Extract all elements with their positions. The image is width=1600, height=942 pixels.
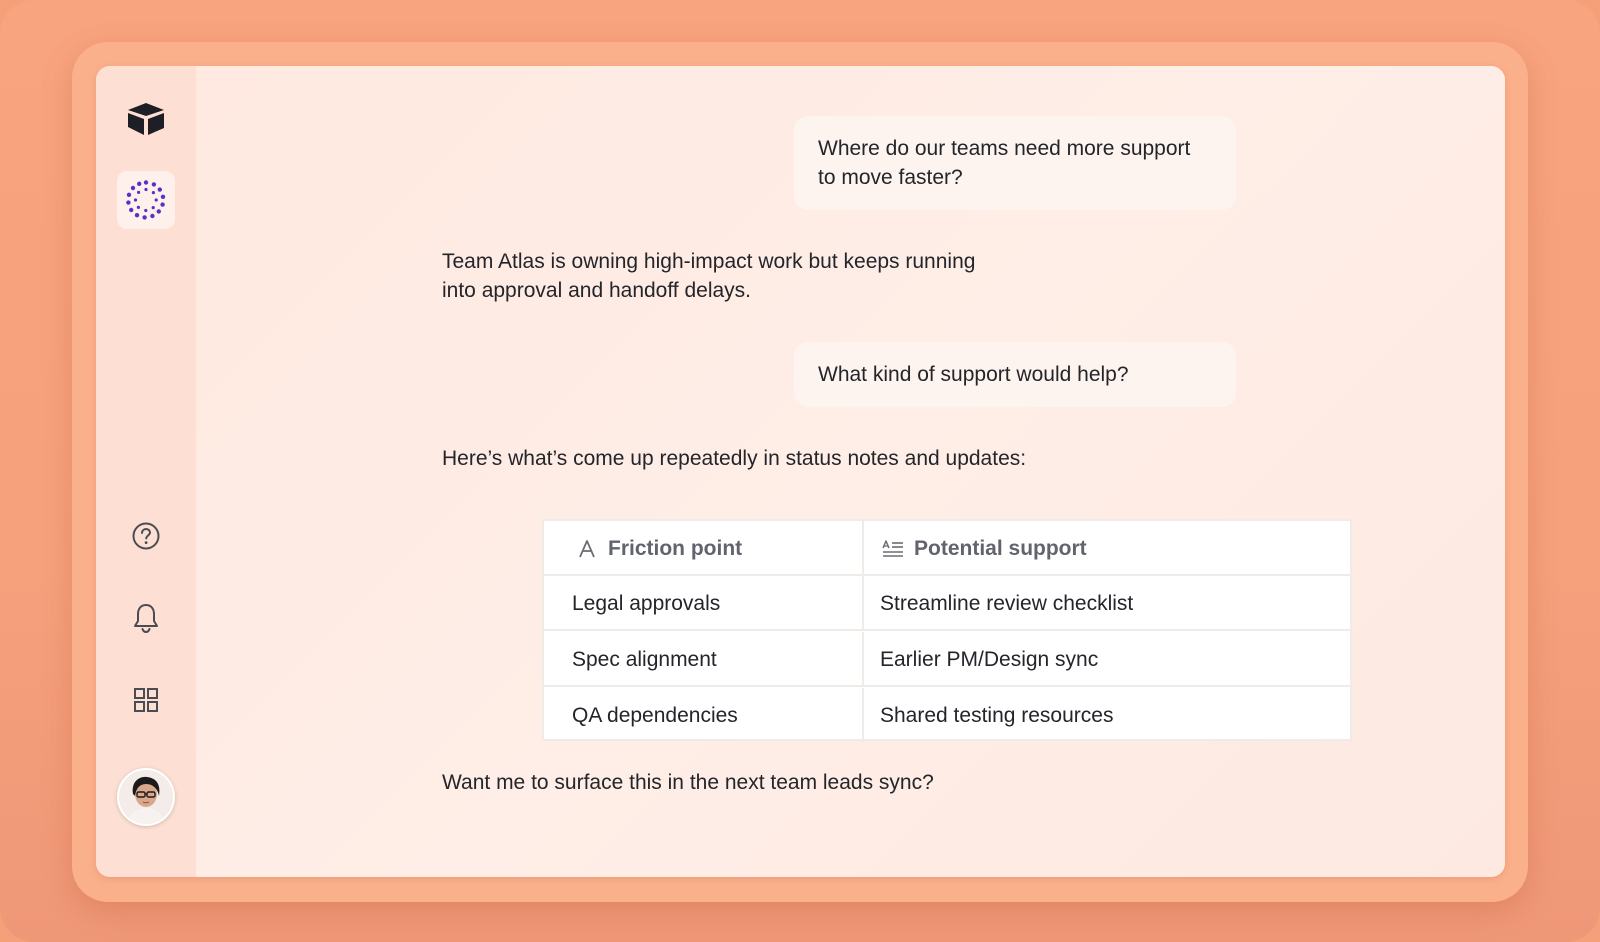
table-row bbox=[544, 688, 1350, 743]
assistant-nav-button[interactable] bbox=[117, 171, 175, 229]
assistant-message: Here’s what’s come up repeatedly in status notes and updates: bbox=[442, 447, 1027, 470]
assistant-message-line: into approval and handoff delays. bbox=[442, 279, 752, 302]
text-a-icon bbox=[574, 536, 600, 562]
apps-button[interactable] bbox=[117, 671, 175, 729]
table-header-row bbox=[544, 521, 1350, 576]
notifications-button[interactable] bbox=[117, 589, 175, 647]
column-header-friction-point[interactable] bbox=[544, 521, 864, 576]
sidebar bbox=[96, 66, 196, 877]
grid-icon bbox=[132, 686, 160, 714]
table-cell: Earlier PM/Design sync bbox=[880, 647, 1099, 671]
user-message-bubble bbox=[794, 116, 1236, 210]
column-header-potential-support[interactable] bbox=[864, 521, 1350, 576]
help-button[interactable] bbox=[117, 507, 175, 565]
table-cell: Streamline review checklist bbox=[880, 591, 1134, 615]
user-message-line: Where do our teams need more support bbox=[818, 137, 1191, 160]
support-table bbox=[542, 519, 1352, 741]
dotted-ring-icon bbox=[125, 179, 167, 221]
question-circle-icon bbox=[131, 521, 161, 551]
user-message-bubble bbox=[794, 342, 1236, 407]
table-cell: QA dependencies bbox=[544, 688, 864, 743]
app-window bbox=[96, 66, 1505, 877]
chat-panel bbox=[196, 66, 1505, 877]
assistant-message bbox=[442, 247, 1062, 305]
table-cell: Spec alignment bbox=[544, 632, 864, 687]
table-cell: Shared testing resources bbox=[880, 703, 1114, 727]
table-cell: Legal approvals bbox=[544, 576, 864, 631]
long-text-icon bbox=[880, 536, 906, 562]
table-row bbox=[544, 632, 1350, 687]
bell-icon bbox=[131, 602, 161, 634]
assistant-message: Want me to surface this in the next team leads sync? bbox=[442, 771, 934, 794]
column-header-label: Friction point bbox=[608, 536, 743, 560]
box-logo-icon[interactable] bbox=[117, 90, 175, 148]
assistant-message-line: Team Atlas is owning high-impact work but keeps running bbox=[442, 250, 976, 273]
user-message-line: to move faster? bbox=[818, 166, 963, 189]
user-message-text: What kind of support would help? bbox=[818, 363, 1129, 386]
table-row bbox=[544, 576, 1350, 631]
user-avatar[interactable] bbox=[117, 768, 175, 826]
column-header-label: Potential support bbox=[914, 536, 1087, 560]
